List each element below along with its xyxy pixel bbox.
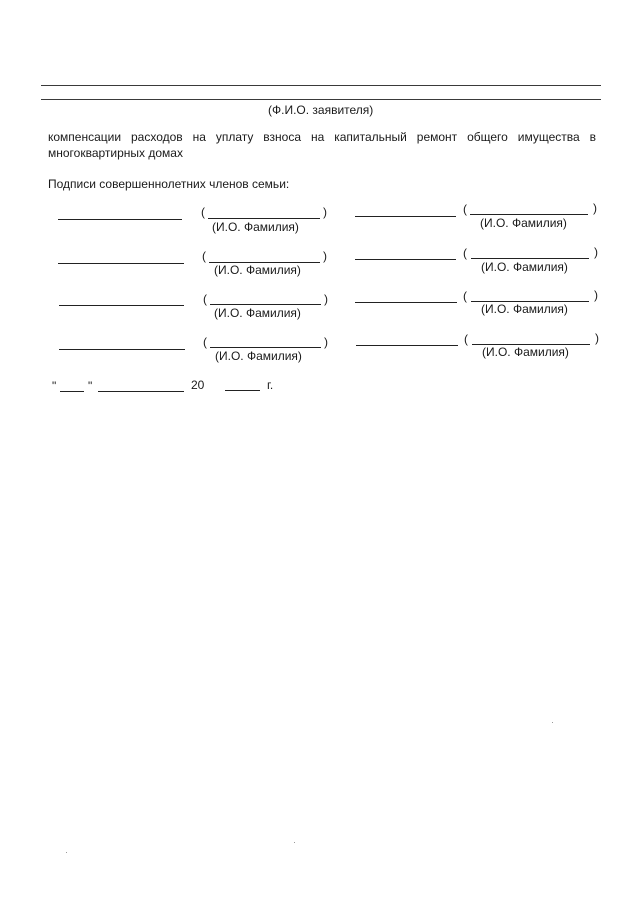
applicant-line-top [41,85,601,86]
name-caption: (И.О. Фамилия) [482,345,569,359]
purpose-text-line2: многоквартирных домах [48,146,183,160]
paren-open: ( [463,246,467,260]
signature-line[interactable] [356,345,458,346]
signatures-heading: Подписи совершеннолетних членов семьи: [48,177,290,191]
year-prefix: 20 [191,378,205,392]
date-quote-open: " [52,379,57,393]
paren-close: ) [595,331,599,345]
signature-line[interactable] [355,259,456,260]
name-caption: (И.О. Фамилия) [212,220,299,234]
paren-close: ) [323,249,327,263]
name-line[interactable] [210,304,321,305]
purpose-text-line1: компенсации расходов на уплату взноса на капитальный ремонт общего имущества в [48,130,596,144]
paren-close: ) [594,245,598,259]
paren-open: ( [201,205,205,219]
paren-close: ) [323,205,327,219]
scan-speck [294,842,295,843]
signature-line[interactable] [58,219,182,220]
name-line[interactable] [210,347,321,348]
paren-open: ( [464,332,468,346]
year-suffix: г. [267,378,274,392]
applicant-line-bottom [41,99,601,100]
day-field[interactable] [60,391,84,392]
name-line[interactable] [208,218,320,219]
name-caption: (И.О. Фамилия) [215,349,302,363]
name-caption: (И.О. Фамилия) [481,302,568,316]
scan-speck [552,722,553,723]
name-caption: (И.О. Фамилия) [214,263,301,277]
signature-line[interactable] [355,216,456,217]
paren-close: ) [593,201,597,215]
year-field[interactable] [225,390,260,391]
signature-line[interactable] [355,302,457,303]
name-caption: (И.О. Фамилия) [214,306,301,320]
signature-line[interactable] [58,263,184,264]
name-line[interactable] [471,258,589,259]
scan-speck [66,852,67,853]
paren-open: ( [202,249,206,263]
paren-open: ( [463,202,467,216]
applicant-caption: (Ф.И.О. заявителя) [268,103,374,117]
name-caption: (И.О. Фамилия) [481,260,568,274]
paren-close: ) [324,335,328,349]
date-quote-close: " [88,379,93,393]
month-field[interactable] [98,391,184,392]
paren-open: ( [203,292,207,306]
paren-close: ) [324,292,328,306]
paren-open: ( [463,289,467,303]
name-line[interactable] [470,214,588,215]
name-caption: (И.О. Фамилия) [480,216,567,230]
signature-line[interactable] [59,305,184,306]
paren-open: ( [203,335,207,349]
paren-close: ) [594,288,598,302]
signature-line[interactable] [59,349,185,350]
